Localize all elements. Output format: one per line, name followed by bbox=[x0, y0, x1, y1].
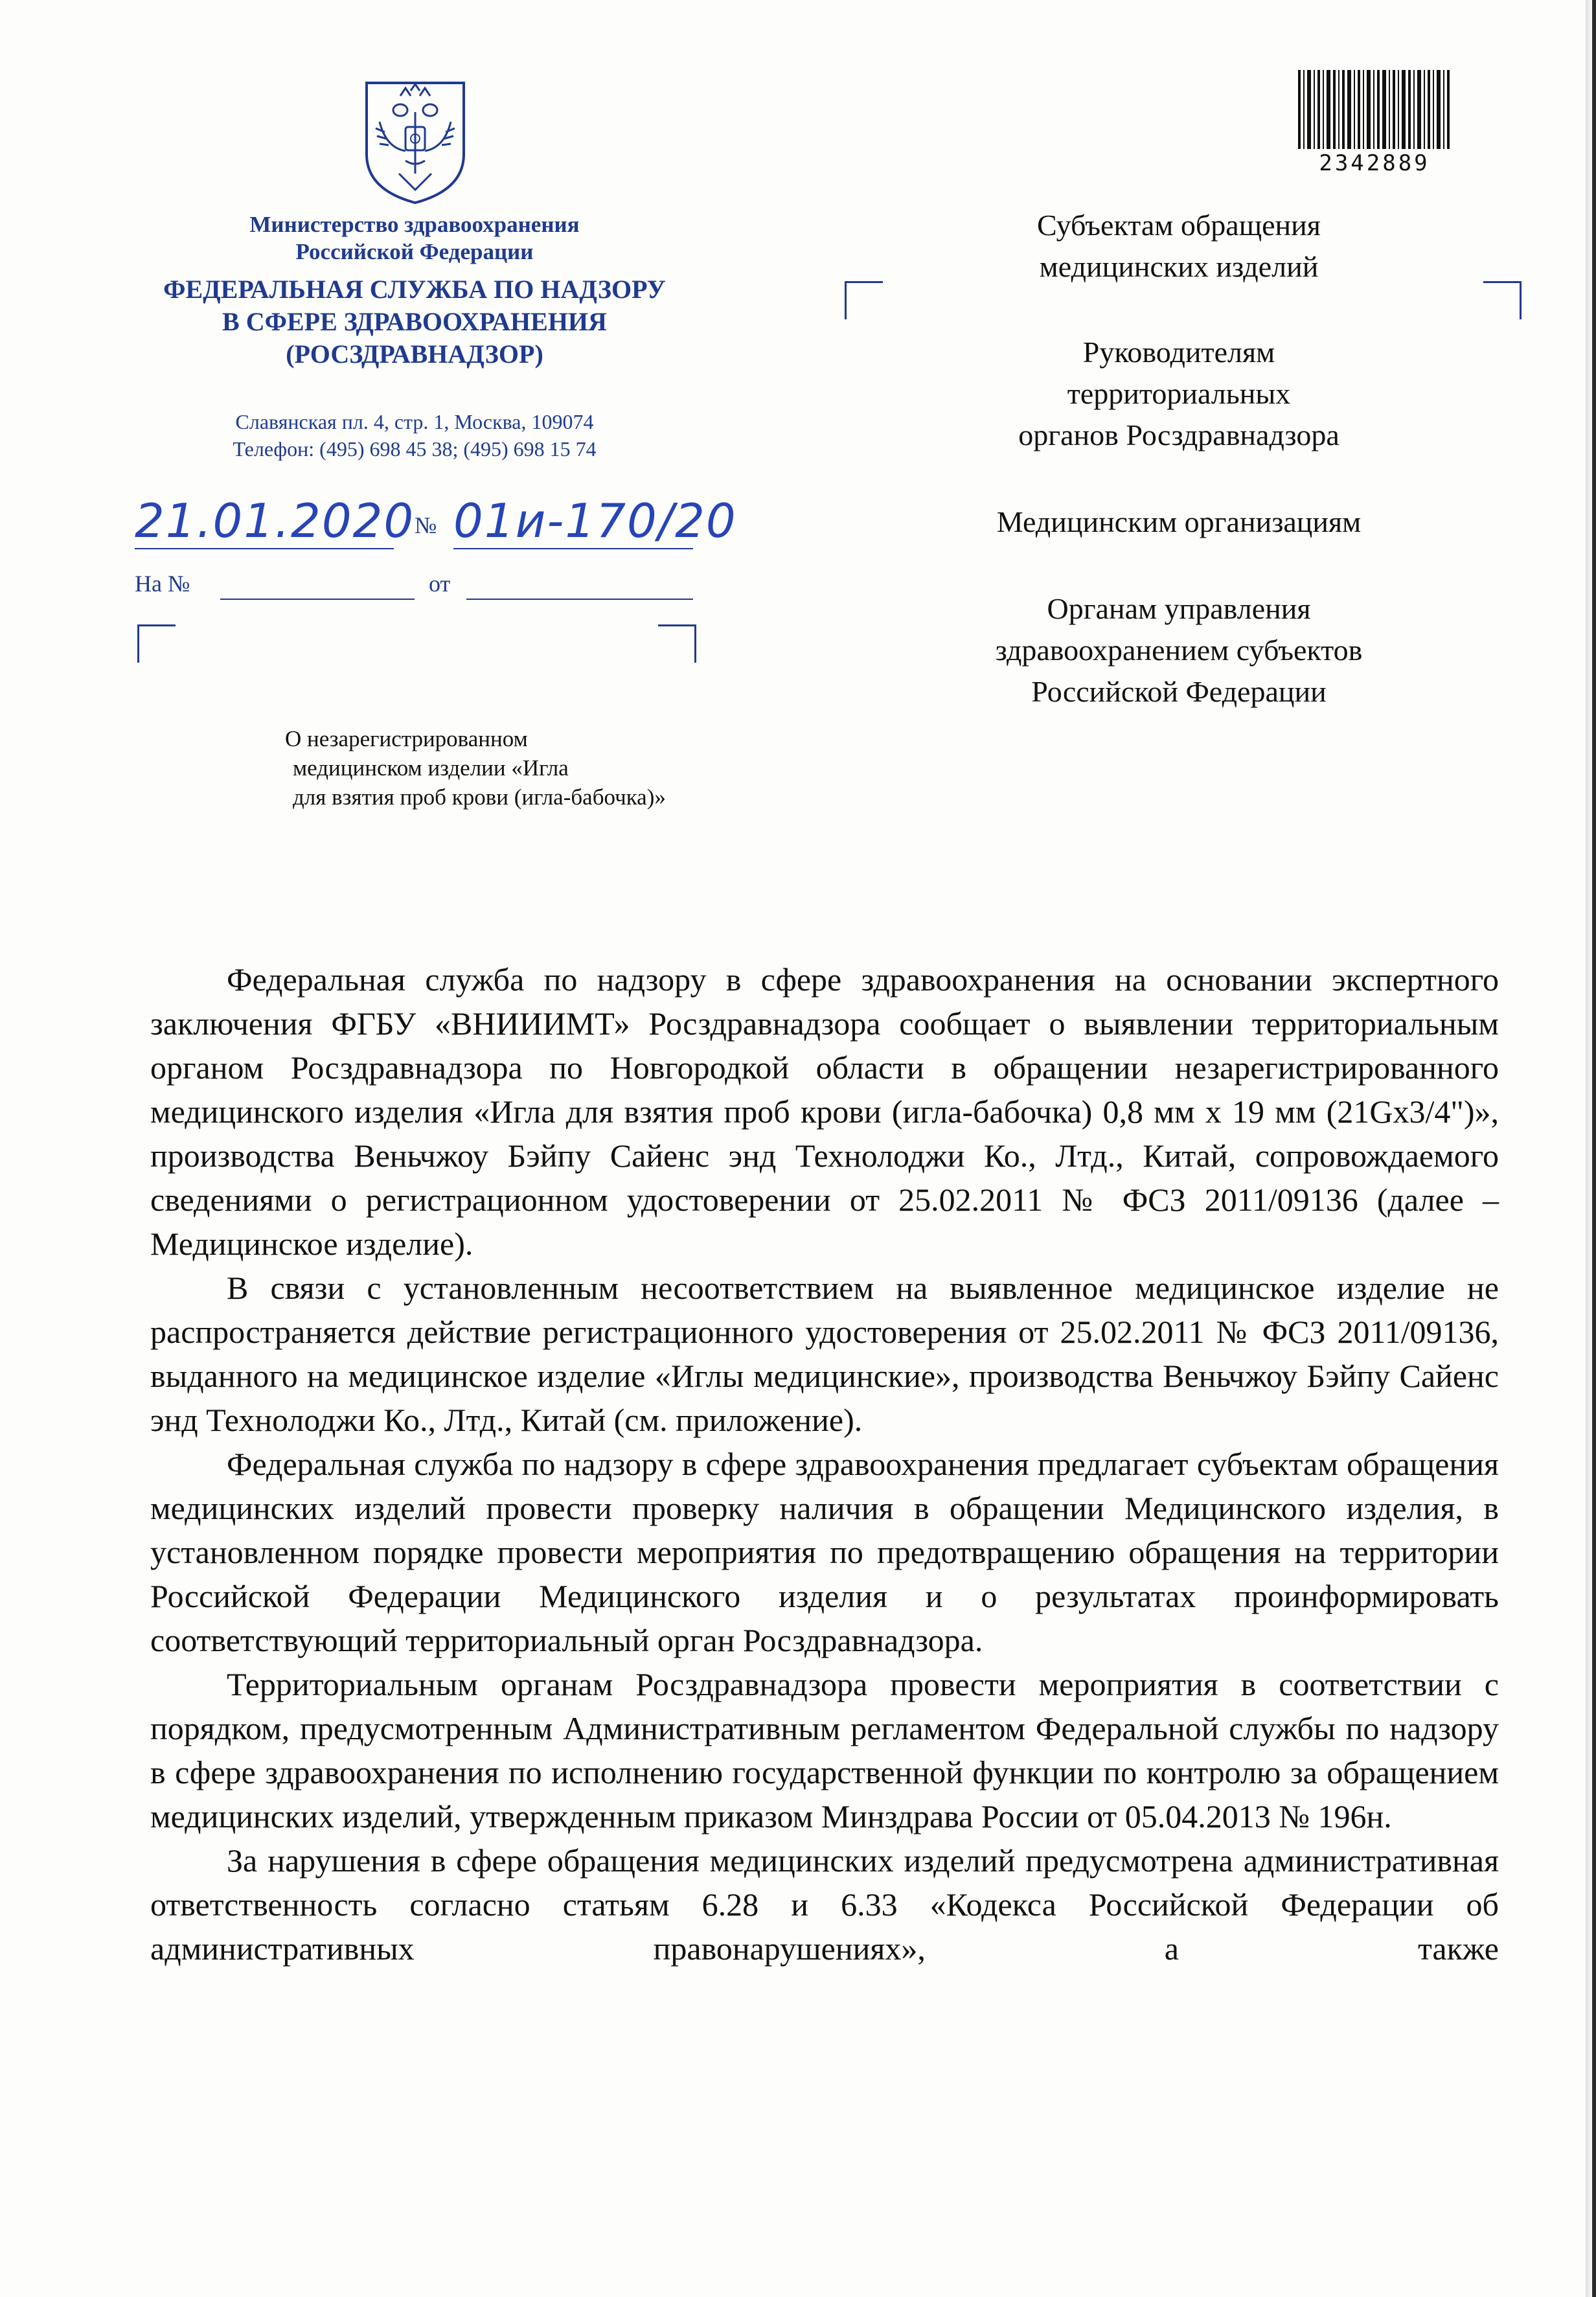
corner-bracket bbox=[1483, 281, 1522, 319]
scan-edge bbox=[1592, 0, 1596, 2297]
scan-shadow bbox=[1586, 0, 1592, 2297]
addressee-line: здравоохранением субъектов bbox=[995, 634, 1363, 667]
ref-number-underline bbox=[220, 599, 415, 600]
state-emblem-icon bbox=[360, 76, 470, 206]
ministry-line-2: Российской Федерации bbox=[295, 239, 534, 264]
body-paragraph: Территориальным органам Росздравнадзора провести мероприятия в соответствии с порядком, предусмотренным Административным регламентом Федеральной службы по надзору в сфере здравоохранения по исполнению государственной функции по контролю за обращением медицинских изделий, утвержденным приказом Минздрава России от 05.04.2013 № 196н. bbox=[150, 1666, 1499, 1834]
addressee-1 bbox=[920, 205, 1438, 288]
addressee-line: Российской Федерации bbox=[1031, 675, 1327, 708]
letter-body bbox=[150, 957, 1499, 1971]
barcode-icon bbox=[1295, 70, 1454, 154]
addressee-line: Субъектам обращения bbox=[1037, 209, 1321, 242]
handwritten-date: 21.01.2020 bbox=[135, 494, 415, 548]
ref-date-underline bbox=[466, 599, 693, 600]
ref-label: На № bbox=[135, 571, 190, 597]
from-label: от bbox=[429, 571, 451, 597]
addressee-line: органов Росздравнадзора bbox=[1018, 418, 1340, 451]
reference-row bbox=[135, 570, 190, 597]
addressee-4 bbox=[920, 588, 1438, 713]
corner-bracket bbox=[137, 624, 176, 663]
subject-line: О незарегистрированном bbox=[285, 726, 528, 751]
body-paragraph: За нарушения в сфере обращения медицинских изделий предусмотрена административная ответственность согласно статьям 6.28 и 6.33 «Кодекса Российской Федерации об административных правонарушениях», а также bbox=[150, 1842, 1499, 1967]
body-paragraph: В связи с установленным несоответствием на выявленное медицинское изделие не распространяется действие регистрационного удостоверения от 25.02.2011 № ФСЗ 2011/09136, выданного на медицинское изделие «Иглы медицинские», производства Веньчжоу Бэйпу Сайенс энд Технолоджи Ко., Лтд., Китай (см. приложение). bbox=[150, 1270, 1499, 1438]
body-paragraph: Федеральная служба по надзору в сфере здравоохранения предлагает субъектам обращения медицинских изделий провести проверку наличия в обращении Медицинского изделия, в установленном порядке провести мероприятия по предотвращению обращения на территории Российской Федерации Медицинского изделия и о результатах проинформировать соответствующий территориальный орган Росздравнадзора. bbox=[150, 1446, 1499, 1658]
ministry-line-1: Министерство здравоохранения bbox=[249, 212, 580, 237]
addressee-line: Медицинским организациям bbox=[996, 505, 1362, 538]
addressee-line: Органам управления bbox=[1047, 592, 1311, 625]
date-underline bbox=[135, 548, 394, 549]
addressee-3 bbox=[920, 501, 1438, 543]
ministry-name bbox=[130, 211, 700, 266]
subject-line: медицинском изделии «Игла bbox=[293, 755, 569, 781]
body-paragraph: Федеральная служба по надзору в сфере здравоохранения на основании экспертного заключения ФГБУ «ВНИИИМТ» Росздравнадзора сообщает о выявлении территориальным органом Росздравнадзора по Новгородкой области в обращении незарегистрированного медицинского изделия «Игла для взятия проб крови (игла-бабочка) 0,8 мм х 19 мм (21Gx3/4")», производства Веньчжоу Бэйпу Сайенс энд Технолоджи Ко., Лтд., Китай, сопровождаемого сведениями о регистрационном удостоверении от 25.02.2011 № ФСЗ 2011/09136 (далее – Медицинское изделие). bbox=[150, 961, 1499, 1262]
addressee-line: территориальных bbox=[1067, 377, 1291, 410]
number-underline bbox=[453, 548, 693, 549]
subject-line: для взятия проб крови (игла-бабочка)» bbox=[293, 784, 666, 810]
service-name bbox=[117, 273, 712, 371]
handwritten-number: 01и-170/20 bbox=[453, 494, 737, 548]
address-line: Славянская пл. 4, стр. 1, Москва, 109074 bbox=[235, 410, 594, 433]
addressee-2 bbox=[920, 332, 1438, 456]
corner-bracket bbox=[845, 281, 883, 319]
addressee-line: медицинских изделий bbox=[1039, 250, 1319, 283]
corner-bracket bbox=[658, 624, 696, 663]
number-label: № bbox=[415, 512, 437, 538]
addressee-line: Руководителям bbox=[1082, 336, 1275, 369]
service-line-1: ФЕДЕРАЛЬНАЯ СЛУЖБА ПО НАДЗОРУ bbox=[163, 275, 666, 304]
address-block bbox=[130, 408, 700, 463]
phone-line: Телефон: (495) 698 45 38; (495) 698 15 74 bbox=[233, 437, 597, 461]
service-line-2: В СФЕРЕ ЗДРАВООХРАНЕНИЯ bbox=[222, 307, 607, 336]
letter-subject bbox=[285, 724, 777, 812]
service-line-3: (РОСЗДРАВНАДЗОР) bbox=[286, 339, 543, 369]
barcode-number: 2342889 bbox=[1319, 150, 1430, 176]
